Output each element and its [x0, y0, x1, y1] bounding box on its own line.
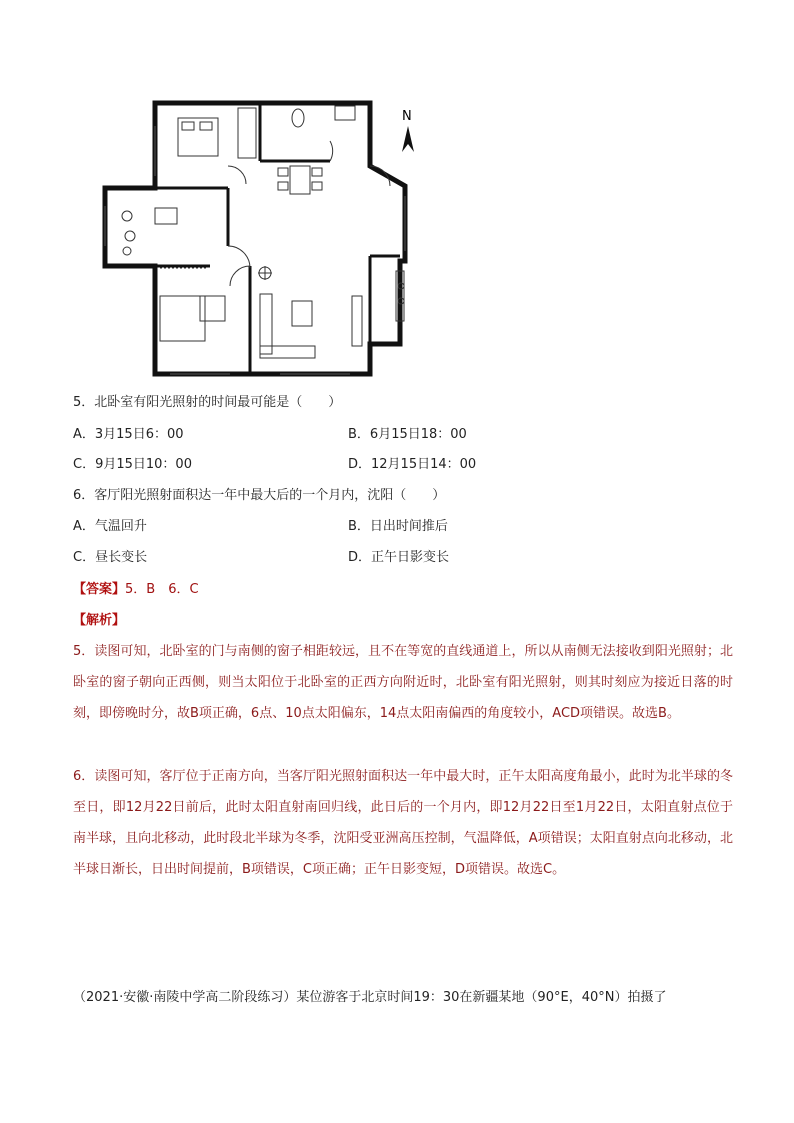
- question-6-stem: 6．客厅阳光照射面积达一年中最大后的一个月内，沈阳（ ）: [73, 488, 446, 503]
- north-arrow: [402, 126, 414, 152]
- outer-wall: [105, 103, 405, 374]
- question-6-option-c: C．昼长变长: [73, 550, 148, 565]
- question-6-option-b: B．日出时间推后: [348, 519, 448, 534]
- question-6-option-a: A．气温回升: [73, 519, 147, 534]
- analysis-line: [73, 611, 125, 631]
- question-5-option-d: D．12月15日14：00: [348, 457, 477, 472]
- analysis-paragraph-5: 5．读图可知，北卧室的门与南侧的窗子相距较远，且不在等宽的直线通道上，所以从南侧无法接收到阳光照射；北卧室的窗子朝向正西侧，则当太阳位于北卧室的正西方向附近时，北卧室有阳光照射，则其时刻应为接近日落的时刻，即傍晚时分，故B项正确，6点、10点太阳偏东，14点太阳南偏西的角度较小，ACD项错误。故选B。: [73, 644, 733, 721]
- analysis-label: 【解析】: [73, 613, 126, 628]
- north-label: N: [402, 109, 412, 124]
- analysis-paragraph-6: 6．读图可知，客厅位于正南方向，当客厅阳光照射面积达一年中最大时，正午太阳高度角最小，此时为北半球的冬至日，即12月22日前后，此时太阳直射南回归线，此日后的一个月内，即12月22日至1月22日，太阳直射点位于南半球，且向北移动，此时段北半球为冬季，沈阳受亚洲高压控制，气温降低，A项错误；太阳直射点向北移动，北半球日渐长，日出时间提前，B项错误，C项正确；正午日影变短，D项错误。故选C。: [73, 769, 733, 877]
- floor-plan-diagram: [100, 96, 430, 380]
- question-5-option-b: B．6月15日18：00: [348, 427, 467, 442]
- answer-text: 5．B 6．C: [125, 582, 199, 597]
- next-question-source: （2021·安徽·南陵中学高二阶段练习）某位游客于北京时间19：30在新疆某地（90°E，40°N）拍摄了: [73, 990, 667, 1005]
- question-6-option-d: D．正午日影变长: [348, 550, 450, 565]
- question-5-stem: 5．北卧室有阳光照射的时间最可能是（ ）: [73, 395, 342, 410]
- answer-label: 【答案】: [73, 582, 126, 597]
- question-5-option-c: C．9月15日10：00: [73, 457, 192, 472]
- question-5-option-a: A．3月15日6：00: [73, 427, 184, 442]
- answer-line: [73, 580, 199, 600]
